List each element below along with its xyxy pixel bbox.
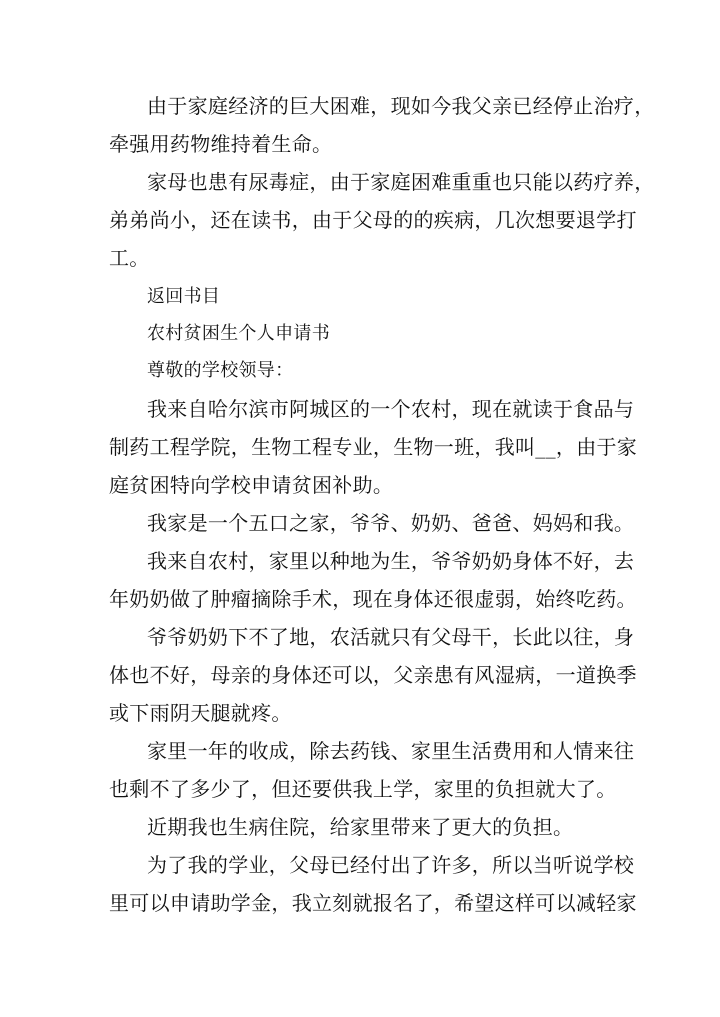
paragraph-line: 制药工程学院，生物工程专业，生物一班，我叫__，由于家 xyxy=(109,435,638,459)
paragraph-line: 里可以申请助学金，我立刻就报名了，希望这样可以减轻家 xyxy=(109,891,637,915)
salutation: 尊敬的学校领导： xyxy=(147,360,294,381)
section-title: 农村贫困生个人申请书 xyxy=(147,323,330,344)
paragraph-line: 家里一年的收成，除去药钱、家里生活费用和人情来往 xyxy=(147,739,635,763)
paragraph-line: 我家是一个五口之家，爷爷、奶奶、爸爸、妈妈和我。 xyxy=(147,511,635,535)
paragraph-line: 爷爷奶奶下不了地，农活就只有父母干，长此以往，身 xyxy=(147,625,635,649)
paragraph-line: 也剩不了多少了，但还要供我上学，家里的负担就大了。 xyxy=(109,777,617,801)
paragraph-line: 年奶奶做了肿瘤摘除手术，现在身体还很虚弱，始终吃药。 xyxy=(109,587,637,611)
paragraph-line: 或下雨阴天腿就疼。 xyxy=(109,701,292,725)
paragraph-line: 近期我也生病住院，给家里带来了更大的负担。 xyxy=(147,815,574,839)
paragraph-line: 弟弟尚小，还在读书，由于父母的的疾病，几次想要退学打 xyxy=(109,208,637,232)
paragraph-line: 庭贫困特向学校申请贫困补助。 xyxy=(109,473,394,497)
paragraph-line: 牵强用药物维持着生命。 xyxy=(109,132,333,156)
paragraph-line: 由于家庭经济的巨大困难，现如今我父亲已经停止治疗， xyxy=(147,94,655,118)
back-to-contents-link[interactable]: 返回书目 xyxy=(147,286,221,307)
paragraph-line: 我来自农村，家里以种地为生，爷爷奶奶身体不好，去 xyxy=(147,549,635,573)
paragraph-line: 家母也患有尿毒症，由于家庭困难重重也只能以药疗养， xyxy=(147,170,655,194)
paragraph-line: 工。 xyxy=(109,246,150,270)
paragraph-line: 我来自哈尔滨市阿城区的一个农村，现在就读于食品与 xyxy=(147,397,635,421)
paragraph-line: 为了我的学业，父母已经付出了许多，所以当听说学校 xyxy=(147,853,635,877)
paragraph-line: 体也不好，母亲的身体还可以，父亲患有风湿病，一道换季 xyxy=(109,663,637,687)
